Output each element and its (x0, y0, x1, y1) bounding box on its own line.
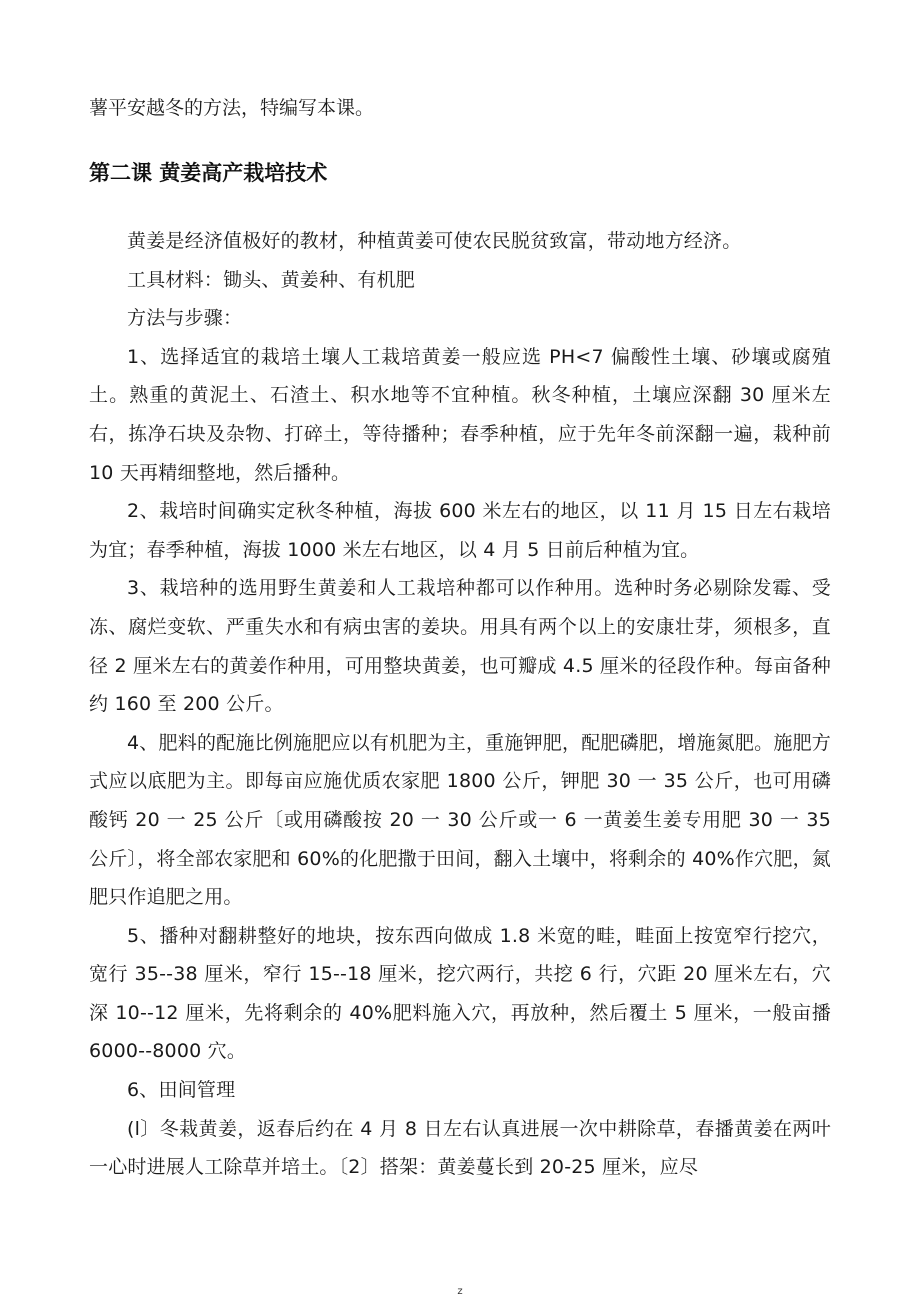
paragraph-step-5: 5、播种对翻耕整好的地块，按东西向做成 1.8 米宽的畦，畦面上按宽窄行挖穴，宽行 35--38 厘米，窄行 15--18 厘米，挖穴两行，共挖 6 行，穴距 20 厘米左右，穴深 10--12 厘米，先将剩余的 40%肥料施入穴，再放种，然后覆土 5 厘米，一般亩播 6000--8000 穴。 (89, 924, 831, 1063)
paragraph-step-6-detail: (l〕冬栽黄姜，返春后约在 4 月 8 日左右认真进展一次中耕除草，春播黄姜在两叶一心时进展人工除草并培土。〔2〕搭架：黄姜蔓长到 20-25 厘米，应尽 (89, 1117, 831, 1179)
paragraph-tools: 工具材料：锄头、黄姜种、有机肥 (127, 268, 416, 291)
paragraph-method-title: 方法与步骤： (127, 307, 243, 330)
paragraph-step-1: 1、选择适宜的栽培土壤人工栽培黄姜一般应选 PH<7 偏酸性土壤、砂壤或腐殖土。熟重的黄泥土、石渣土、积水地等不宜种植。秋冬种植，土壤应深翻 30 厘米左右，拣净石块及杂物、打碎土，等待播种；春季种植，应于先年冬前深翻一遍，栽种前 10 天再精细整地，然后播种。 (89, 345, 831, 484)
paragraph-step-6: 6、田间管理 (127, 1079, 236, 1102)
intro-tail-text: 薯平安越冬的方法，特编写本课。 (89, 97, 375, 119)
paragraph-step-2: 2、栽培时间确实定秋冬种植，海拔 600 米左右的地区，以 11 月 15 日左右栽培为宜；春季种植，海拔 1000 米左右地区，以 4 月 5 日前后种植为宜。 (89, 500, 831, 561)
paragraph-step-4: 4、肥料的配施比例施肥应以有机肥为主，重施钾肥，配肥磷肥，增施氮肥。施肥方式应以底肥为主。即每亩应施优质农家肥 1800 公斤，钾肥 30 一 35 公斤，也可用磷酸钙 20 一 25 公斤〔或用磷酸按 20 一 30 公斤或一 6 一黄姜生姜专用肥 30 一 35 公斤〕，将全部农家肥和 60%的化肥撒于田间，翻入土壤中，将剩余的 40%作穴肥，氮肥只作追肥之用。 (89, 731, 831, 909)
lesson-heading: 第二课 黄姜高产栽培技术 (89, 161, 328, 185)
paragraph-intro: 黄姜是经济值极好的教材，种植黄姜可使农民脱贫致富，带动地方经济。 (127, 230, 742, 252)
lesson-body (89, 222, 831, 1187)
paragraph-step-3: 3、栽培种的选用野生黄姜和人工栽培种都可以作种用。选种时务必剔除发霉、受冻、腐烂变软、严重失水和有病虫害的姜块。用具有两个以上的安康壮芽，须根多，直径 2 厘米左右的黄姜作种用，可用整块黄姜，也可瓣成 4.5 厘米的径段作种。每亩备种约 160 至 200 公斤。 (89, 577, 831, 716)
page-footer-mark: z (457, 1286, 463, 1297)
